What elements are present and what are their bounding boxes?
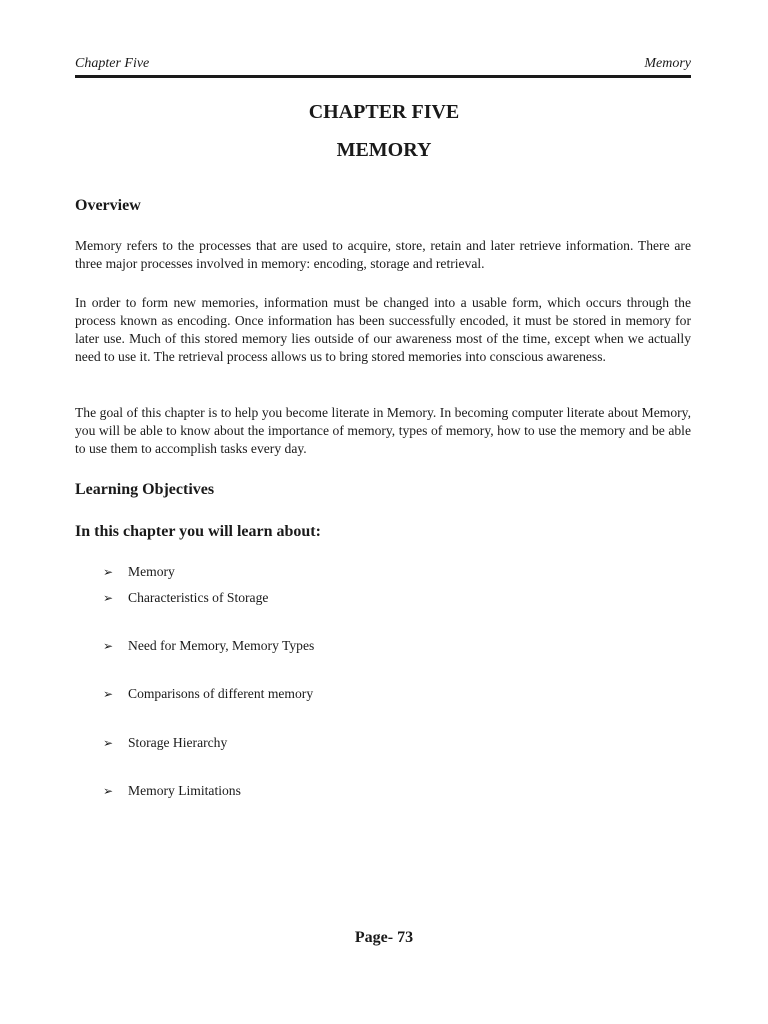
list-item-text: Memory Limitations [128,783,241,798]
arrowhead-bullet-icon: ➢ [103,591,114,605]
overview-paragraph-2: In order to form new memories, information must be changed into a usable form, which occurs through the process known as encoding. Once information has been successfully encoded, it must be stored in memory for later use. Much of this stored memory lies outside of our awareness most of the time, except when we actually need to use it. The retrieval process allows us to bring stored memories into conscious awareness. [75,295,691,364]
chapter-subject: MEMORY [336,139,432,161]
page-number: Page- 73 [354,929,414,946]
arrowhead-bullet-icon: ➢ [103,565,114,579]
chapter-title: CHAPTER FIVE [308,101,460,123]
running-header-topic: Memory [644,56,691,71]
arrowhead-bullet-icon: ➢ [103,639,114,653]
learning-objectives-heading: Learning Objectives [75,481,215,498]
learn-about-heading: In this chapter you will learn about: [75,523,321,540]
arrowhead-bullet-icon: ➢ [103,736,114,750]
overview-heading: Overview [75,197,141,214]
arrowhead-bullet-icon: ➢ [103,784,114,798]
running-header [75,55,691,75]
overview-paragraph-1: Memory refers to the processes that are used to acquire, store, retain and later retrieve information. There are three major processes involved in memory: encoding, storage and retrieval. [75,238,691,271]
list-item-text: Need for Memory, Memory Types [128,638,315,653]
list-item-text: Comparisons of different memory [128,686,314,701]
header-rule [75,75,691,78]
list-item-text: Storage Hierarchy [128,735,228,750]
overview-paragraph-3: The goal of this chapter is to help you become literate in Memory. In becoming computer literate about Memory, you will be able to know about the importance of memory, types of memory, how to use the memory and be able to use them to accomplish tasks every day. [75,405,691,456]
arrowhead-bullet-icon: ➢ [103,687,114,701]
list-item-text: Memory [128,564,175,579]
running-header-chapter: Chapter Five [75,56,150,71]
list-item-text: Characteristics of Storage [128,590,269,605]
